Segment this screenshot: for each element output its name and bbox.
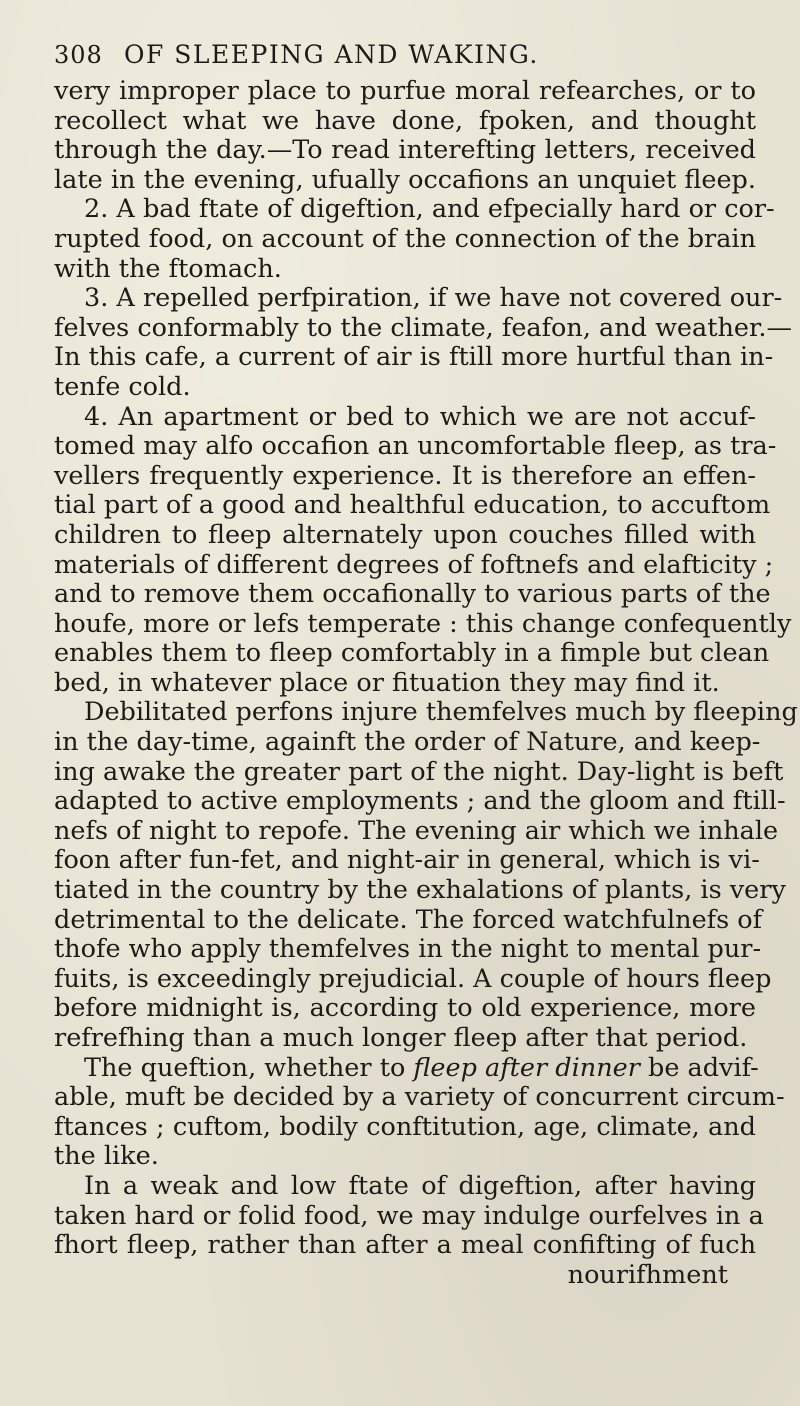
text-line: In a weak and low ftate of digeftion, after having — [84, 1170, 756, 1201]
text-line: refrefhing than a much longer fleep after that period. — [54, 1023, 748, 1053]
text-line: thofe who apply themfelves in the night to mental pur- — [54, 934, 762, 965]
text-line: Debilitated perfons injure themfelves much by fleeping — [84, 697, 798, 728]
text-line: tial part of a good and healthful education, to accuftom — [54, 490, 771, 521]
text-line: ing awake the greater part of the night. Day-light is beft — [54, 756, 784, 787]
text-line: rupted food, on account of the connection of the brain — [54, 223, 756, 254]
page-number: 308 — [54, 41, 103, 69]
text-line: materials of different degrees of foftnefs and elafticity ; — [54, 549, 774, 580]
text-line: In this cafe, a current of air is ftill more hurtful than in- — [54, 342, 774, 373]
text-line: before midnight is, according to old experience, more — [54, 993, 756, 1024]
text-line: 4. An apartment or bed to which we are not accuf- — [84, 401, 756, 432]
text-line: and to remove them occafionally to various parts of the — [54, 579, 771, 610]
text-line: foon after fun-fet, and night-air in general, which is vi- — [54, 845, 760, 876]
text-line: houfe, more or lefs temperate : this change confequently — [54, 608, 792, 639]
text-line: fuits, is exceedingly prejudicial. A couple of hours fleep — [54, 963, 772, 994]
running-head — [54, 40, 756, 69]
text-line: 2. A bad ftate of digeftion, and efpecially hard or cor- — [84, 194, 775, 225]
text-line: able, muft be decided by a variety of concurrent circum- — [54, 1082, 785, 1113]
text-line: tomed may alfo occafion an uncomfortable fleep, as tra- — [54, 431, 777, 462]
text-line: nefs of night to repofe. The evening air which we inhale — [54, 815, 779, 846]
text-line: enables them to fleep comfortably in a fimple but clean — [54, 638, 770, 669]
text-line: tenfe cold. — [54, 371, 191, 402]
text-line: taken hard or folid food, we may indulge ourfelves in a — [54, 1200, 764, 1231]
text-line: tiated in the country by the exhalations of plants, is very — [54, 875, 786, 906]
text-segment: be advif- — [648, 1052, 759, 1083]
text-line: with the ftomach. — [54, 253, 282, 284]
running-title: OF SLEEPING AND WAKING. — [124, 40, 539, 69]
text-line: late in the evening, ufually occafions an unquiet fleep. — [54, 164, 756, 195]
italic-phrase: fleep after dinner — [413, 1052, 640, 1083]
text-line: very improper place to purfue moral refearches, or to — [54, 76, 756, 106]
text-line: through the day.—To read interefting letters, received — [54, 135, 756, 166]
text-line: the like. — [54, 1141, 159, 1172]
text-line: felves conformably to the climate, feafon, and weather.— — [54, 312, 792, 343]
text-line: ftances ; cuftom, bodily conftitution, age, climate, and — [54, 1111, 756, 1142]
catchword: nourifhment — [567, 1259, 728, 1290]
text-line: 3. A repelled perfpiration, if we have not covered our- — [84, 283, 783, 314]
text-line: fhort fleep, rather than after a meal confifting of fuch — [54, 1230, 756, 1261]
text-line: recollect what we have done, fpoken, and thought — [54, 105, 756, 136]
text-line: vellers frequently experience. It is therefore an effen- — [54, 460, 756, 491]
text-line: detrimental to the delicate. The forced watchfulnefs of — [54, 904, 763, 935]
text-line: in the day-time, againft the order of Nature, and keep- — [54, 727, 761, 758]
text-line: children to fleep alternately upon couches filled with — [54, 519, 756, 550]
text-line — [54, 1052, 759, 1084]
text-block — [54, 76, 798, 1290]
text-line: bed, in whatever place or fituation they may find it. — [54, 667, 720, 698]
text-line: adapted to active employments ; and the gloom and ftill- — [54, 786, 786, 817]
text-segment: The queftion, whether to — [84, 1052, 406, 1083]
